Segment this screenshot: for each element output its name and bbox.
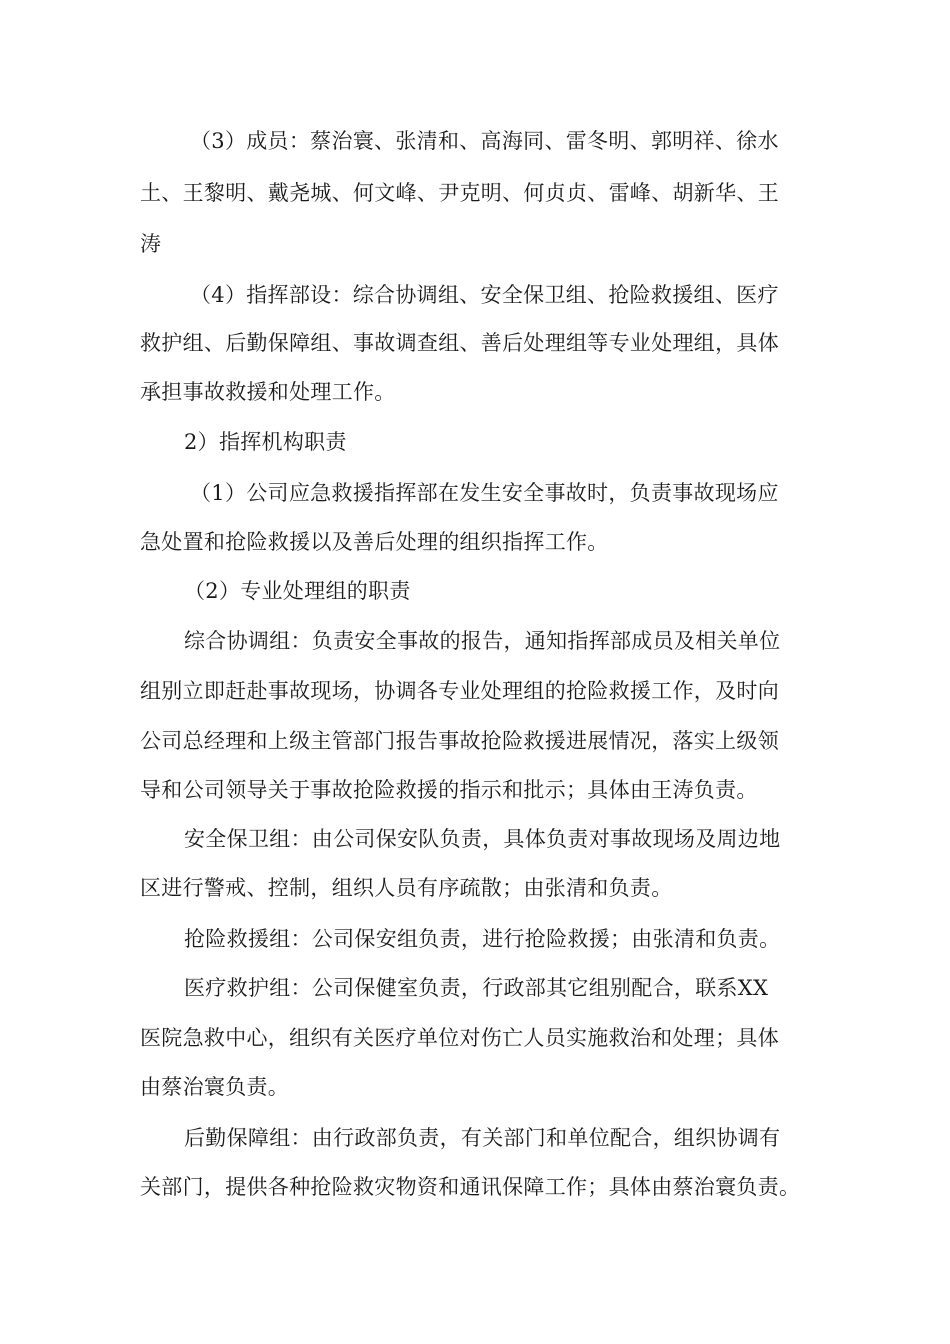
duty-1-line-2: 急处置和抢险救援以及善后处理的组织指挥工作。 — [140, 530, 609, 554]
medical-line-2: 医院急救中心，组织有关医疗单位对伤亡人员实施救治和处理；具体 — [140, 1026, 779, 1050]
logistics-line-2: 关部门，提供各种抢险救灾物资和通讯保障工作；具体由蔡治寰负责。 — [140, 1175, 801, 1199]
members-line-3: 涛 — [140, 232, 162, 256]
subsection-heading-groups: （2）专业处理组的职责 — [184, 579, 411, 603]
security-line-2: 区进行警戒、控制，组织人员有序疏散；由张清和负责。 — [140, 876, 673, 900]
logistics-line-1: 后勤保障组：由行政部负责，有关部门和单位配合，组织协调有 — [184, 1126, 781, 1150]
medical-line-1: 医疗救护组：公司保健室负责，行政部其它组别配合，联系XX — [184, 976, 769, 1000]
members-line-2: 土、王黎明、戴尧城、何文峰、尹克明、何贞贞、雷峰、胡新华、王 — [140, 181, 779, 205]
coordination-line-2: 组别立即赶赴事故现场，协调各专业处理组的抢险救援工作，及时向 — [140, 679, 779, 703]
medical-line-3: 由蔡治寰负责。 — [140, 1075, 290, 1099]
command-setup-line-2: 救护组、后勤保障组、事故调查组、善后处理组等专业处理组，具体 — [140, 331, 779, 355]
section-heading-duties: 2）指挥机构职责 — [184, 430, 347, 454]
coordination-line-3: 公司总经理和上级主管部门报告事故抢险救援进展情况，落实上级领 — [140, 729, 779, 753]
command-setup-line-1: （4）指挥部设：综合协调组、安全保卫组、抢险救援组、医疗 — [190, 283, 779, 307]
members-line-1: （3）成员：蔡治寰、张清和、高海同、雷冬明、郭明祥、徐水 — [190, 129, 779, 153]
security-line-1: 安全保卫组：由公司保安队负责，具体负责对事故现场及周边地 — [184, 827, 781, 851]
coordination-line-1: 综合协调组：负责安全事故的报告，通知指挥部成员及相关单位 — [184, 629, 781, 653]
command-setup-line-3: 承担事故救援和处理工作。 — [140, 380, 396, 404]
coordination-line-4: 导和公司领导关于事故抢险救援的指示和批示；具体由王涛负责。 — [140, 778, 758, 802]
rescue-line: 抢险救援组：公司保安组负责，进行抢险救援；由张清和负责。 — [184, 927, 781, 951]
duty-1-line-1: （1）公司应急救援指挥部在发生安全事故时，负责事故现场应 — [190, 481, 779, 505]
